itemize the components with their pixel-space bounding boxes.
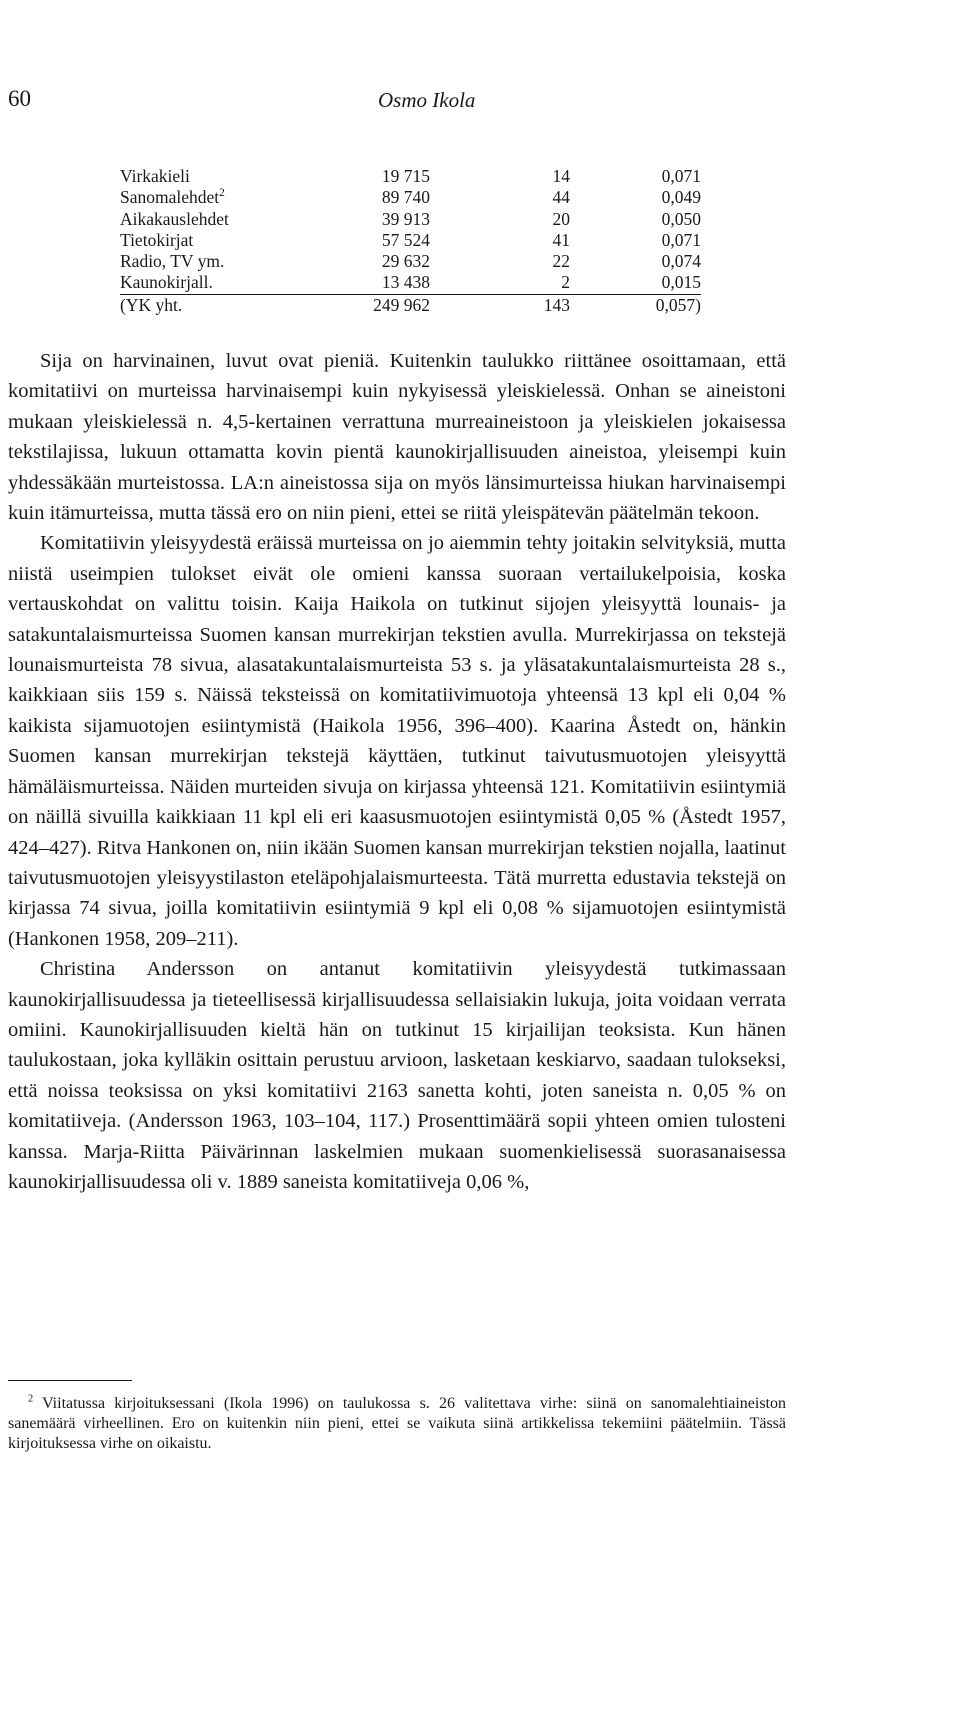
footnote-divider — [8, 1380, 132, 1381]
row-tokens: 57 524 — [381, 229, 430, 250]
footnote-marker: 2 — [28, 1393, 34, 1405]
row-label: Radio, TV ym. — [120, 251, 225, 272]
paragraph: Christina Andersson on antanut komitatiivin yleisyydestä tutkimassaan kaunokirjallisuudessa ja tieteellisessä kirjallisuudessa sellaisiakin lukuja, joita voidaan verrata omiini. Kaunokirjallisuuden kieltä hän on tutkinut 15 kirjailijan teoksista. Kun hänen taulukostaan, joka kylläkin osittain perustuu arvioon, lasketaan keskiarvo, saadaan tulokseksi, että noissa teoksissa on yksi komitatiivi 2163 sanetta kohti, joten saneista n. 0,05 % on komitatiiveja. (Andersson 1963, 103–104, 117.) Prosenttimäärä sopii yhteen omien tulosteni kanssa. Marja-Riitta Päivärinnan laskelmien mukaan suomenkielisessä suorasanaisessa kaunokirjallisuudessa oli v. 1889 saneista komitatiiveja 0,06 %, — [8, 958, 786, 1193]
paragraph: Sija on harvinainen, luvut ovat pieniä. Kuitenkin taulukko riittänee osoittamaan, että komitatiivi on murteissa harvinaisempi kuin nykyisessä yleiskielessä. Onhan se aineistoni mukaan yleiskielessä n. 4,5-kertainen verrattuna murreaineistoon ja yleiskielen jokaisessa tekstilajissa, lukuun ottamatta kovin pientä kaunokirjallisuuden aineistoa, yleisempi kuin yhdessäkään murteistossa. LA:n aineistossa sija on myös länsimurteissa hiukan harvinaisempi kuin itämurteissa, mutta tässä ero on niin pieni, ettei se riitä yleispätevän päätelmän tekoon. — [8, 350, 786, 525]
row-tokens: 89 740 — [381, 187, 430, 208]
table-row — [120, 272, 701, 294]
row-tokens: 13 438 — [381, 272, 430, 293]
row-tokens: 29 632 — [381, 251, 430, 272]
row-ratio: 0,049 — [661, 187, 701, 208]
page-number: 60 — [8, 86, 31, 111]
row-count: 14 — [552, 166, 570, 186]
row-label: Kaunokirjall. — [120, 272, 213, 293]
page-header — [8, 86, 868, 116]
row-count: 41 — [552, 229, 570, 250]
table-row — [120, 209, 701, 230]
table-total-row — [120, 294, 701, 316]
row-count: 2 — [561, 272, 570, 293]
paragraph: Komitatiivin yleisyydestä eräissä murteissa on jo aiemmin tehty joitakin selvityksiä, mutta niistä useimpien tulokset eivät ole omieni kanssa suoraan vertailukelpoisia, koska vertauskohdat on valittu toisin. Kaija Haikola on tutkinut sijojen yleisyyttä lounais- ja satakuntalaismurteissa Suomen kansan murrekirjan tekstien avulla. Murrekirjassa on tekstejä lounaismurteista 78 sivua, alasatakuntalaismurteista 53 s. ja yläsatakuntalaismurteista 28 s., kaikkiaan siis 159 s. Näissä teksteissä on komitatiivimuotoja yhteensä 13 kpl eli 0,04 % kaikista sijamuotojen esiintymistä (Haikola 1956, 396–400). Kaarina Åstedt on, hänkin Suomen kansan murrekirjan tekstejä käyttäen, tutkinut taivutusmuotojen yleisyyttä hämäläismurteissa. Näiden murteiden sivuja on kirjassa yhteensä 121. Komitatiivin esiintymiä on näillä sivuilla kaikkiaan 11 kpl eli eri kaasusmuotojen esiintymistä 0,05 % (Åstedt 1957, 424–427). Ritva Hankonen on, niin ikään Suomen kansan murrekirjan tekstien nojalla, laatinut taivutusmuotojen yleisyystilaston eteläpohjalaismurteesta. Tätä murretta edustavia tekstejä on kirjassa 74 sivua, joilla komitatiivin esiintymiä 9 kpl eli 0,08 % sijamuotojen esiintymistä (Hankonen 1958, 209–211). — [8, 532, 786, 950]
row-count: 22 — [552, 251, 570, 272]
table-row — [120, 251, 701, 272]
row-ratio: 0,015 — [661, 272, 701, 293]
running-head: Osmo Ikola — [378, 88, 476, 112]
table-row — [120, 230, 701, 251]
row-label: Tietokirjat — [120, 229, 194, 250]
row-ratio: 0,074 — [661, 251, 701, 272]
footnote-text: Viitatussa kirjoituksessani (Ikola 1996) on taulukossa s. 26 valitettava virhe: siinä on sanomalehtiaineiston sanemäärä virheellinen. Ero on kuitenkin niin pieni, ettei se vaikuta siinä artikkelissa tekemiini päätelmiin. Tässä kirjoituksessa virhe on oikaistu. — [8, 1395, 786, 1452]
footnote-ref: 2 — [219, 187, 225, 200]
footnote — [8, 1394, 786, 1454]
row-count: 44 — [552, 187, 570, 208]
total-ratio: 0,057) — [570, 294, 701, 316]
row-tokens: 19 715 — [381, 166, 430, 186]
row-label: Sanomalehdet$^2$ — [120, 187, 225, 208]
total-count: 143 — [430, 294, 570, 316]
table-row — [120, 166, 701, 187]
row-count: 20 — [552, 208, 570, 229]
row-label: Virkakieli — [120, 166, 190, 186]
table-row — [120, 187, 701, 208]
row-ratio: 0,071 — [661, 229, 701, 250]
row-ratio: 0,071 — [661, 166, 701, 186]
statistics-table — [120, 166, 701, 316]
row-label: Aikakauslehdet — [120, 208, 229, 229]
total-label: (YK yht. — [120, 294, 350, 316]
body-text — [8, 346, 786, 1197]
total-tokens: 249 962 — [350, 294, 430, 316]
row-ratio: 0,050 — [661, 208, 701, 229]
row-tokens: 39 913 — [381, 208, 430, 229]
